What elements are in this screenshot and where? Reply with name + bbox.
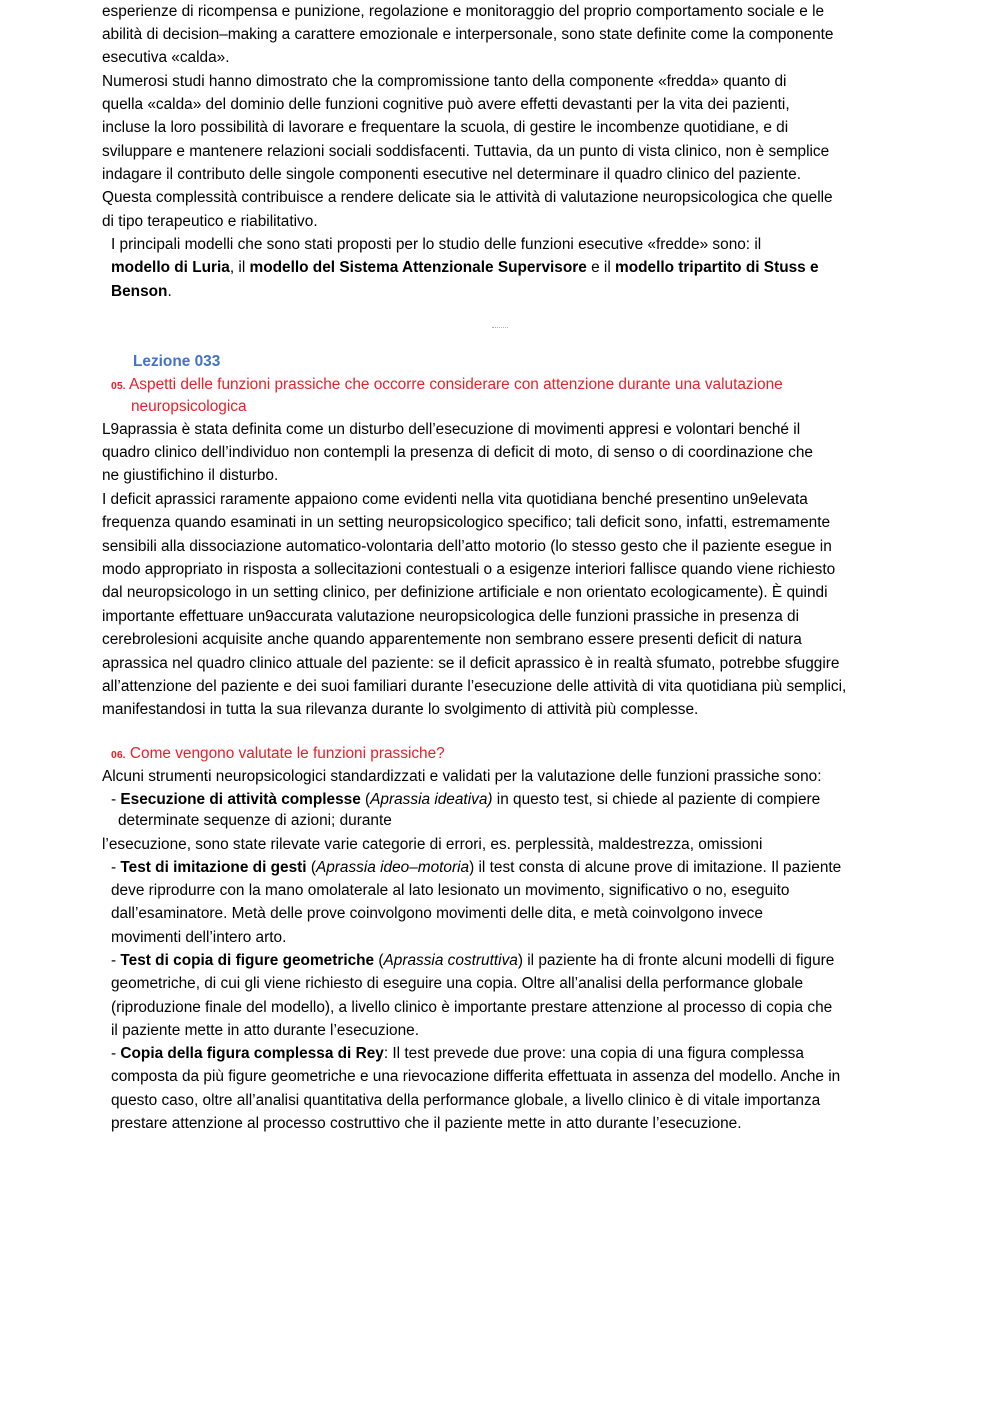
separator — [492, 327, 508, 328]
test-4-name: Copia della figura complessa di Rey — [120, 1045, 384, 1062]
q05-line-12: all’attenzione del paziente e dei suoi familiari durante l’esecuzione delle attività di vita quotidiana più semplici, — [102, 678, 847, 695]
q05-line-10: cerebrolesioni acquisite anche quando apparentemente non sembrano essere presenti deficit di natura — [102, 631, 802, 648]
test-3-dash: - — [111, 952, 121, 969]
test-4-rest: : Il test prevede due prove: una copia di una figura complessa — [383, 1045, 804, 1062]
models-line-1: I principali modelli che sono stati proposti per lo studio delle funzioni esecutive «fredde» sono: il — [111, 236, 762, 253]
intro-line-3: esecutiva «calda». — [102, 49, 230, 66]
test-3-line-1 — [111, 951, 834, 971]
test-4-dash: - — [111, 1045, 121, 1062]
test-1-name: Esecuzione di attività complesse — [120, 791, 361, 808]
intro-line-4: Numerosi studi hanno dimostrato che la compromissione tanto della componente «fredda» quanto di — [102, 73, 787, 90]
test-1-subtype: Aprassia ideativa) — [370, 791, 493, 808]
q05-line-6: sensibili alla dissociazione automatico-volontaria dell’atto motorio (lo stesso gesto che il paziente esegue in — [102, 538, 832, 555]
model-stuss-benson-end: Benson — [111, 283, 168, 300]
test-1-line-3: l’esecuzione, sono state rilevate varie categorie di errori, es. perplessità, maldestrezza, omissioni — [102, 836, 763, 853]
q05-line-8: dal neuropsicologo in un setting clinico, per definizione artificiale e non orientato ecologicamente). È quindi — [102, 584, 828, 601]
q05-line-9: importante effettuare un9accurata valutazione neuropsicologica delle funzioni prassiche in presenza di — [102, 608, 800, 625]
q05-number: 05. — [111, 380, 126, 392]
test-4-line-1 — [111, 1044, 804, 1064]
q05-line-5: frequenza quando esaminati in un setting neuropsicologico specifico; tali deficit sono, infatti, estremamente — [102, 514, 831, 531]
intro-line-7: sviluppare e mantenere relazioni sociali soddisfacenti. Tuttavia, da un punto di vista clinico, non è semplice — [102, 143, 830, 160]
q05-title-line-2: neuropsicologica — [131, 398, 247, 415]
test-2-name: Test di imitazione di gesti — [120, 859, 307, 876]
test-2-dash: - — [111, 859, 121, 876]
test-3-line-2: geometriche, di cui gli viene richiesto di eseguire una copia. Oltre all’analisi della performance globale — [111, 975, 804, 992]
q06-heading — [111, 744, 445, 765]
intro-line-2: abilità di decision–making a carattere emozionale e interpersonale, sono state definite come la componente — [102, 26, 834, 43]
q05-line-2: quadro clinico dell’individuo non contempli la presenza di deficit di moto, di senso o di coordinazione che — [102, 444, 813, 461]
models-sep-1: , il — [229, 259, 250, 276]
q05-line-3: ne giustifichino il disturbo. — [102, 467, 279, 484]
test-2-subtype: Aprassia ideo–motoria — [315, 859, 470, 876]
test-2-line-3: dall’esaminatore. Metà delle prove coinvolgono movimenti delle dita, e metà coinvolgono invece — [111, 905, 763, 922]
test-2-line-2: deve riprodurre con la mano omolaterale al lato lesionato un movimento, significativo o no, eseguito — [111, 882, 790, 899]
intro-line-1: esperienze di ricompensa e punizione, regolazione e monitoraggio del proprio comportamento sociale e le — [102, 3, 825, 20]
test-1-rest: in questo test, si chiede al paziente di compiere — [492, 791, 821, 808]
q05-line-1: L9aprassia è stata definita come un disturbo dell’esecuzione di movimenti appresi e volontari benché il — [102, 421, 801, 438]
models-line-2 — [111, 258, 819, 278]
intro-line-9: Questa complessità contribuisce a rendere delicate sia le attività di valutazione neuropsicologica che quelle — [102, 189, 833, 206]
q06-title: Come vengono valutate le funzioni prassiche? — [129, 745, 445, 762]
model-luria: modello di Luria — [111, 259, 230, 276]
test-3-subtype: Aprassia costruttiva — [383, 952, 518, 969]
q06-number: 06. — [111, 749, 126, 761]
test-1-line-2: determinate sequenze di azioni; durante — [118, 812, 392, 829]
test-2-line-4: movimenti dell’intero arto. — [111, 929, 287, 946]
test-3-open: ( — [374, 952, 384, 969]
q05-title: Aspetti delle funzioni prassiche che occorre considerare con attenzione durante una valutazione — [129, 376, 783, 393]
test-3-name: Test di copia di figure geometriche — [120, 952, 375, 969]
test-2-rest: ) il test consta di alcune prove di imitazione. Il paziente — [469, 859, 842, 876]
intro-line-5: quella «calda» del dominio delle funzioni cognitive può avere effetti devastanti per la vita dei pazienti, — [102, 96, 790, 113]
model-stuss-benson: modello tripartito di Stuss e — [615, 259, 819, 276]
q05-line-7: modo appropriato in risposta a sollecitazioni contestuali o a esigenze interiori fallisce quando viene richiesto — [102, 561, 836, 578]
test-3-rest: ) il paziente ha di fronte alcuni modelli di figure — [517, 952, 835, 969]
intro-line-8: indagare il contributo delle singole componenti esecutive nel determinare il quadro clinico del paziente. — [102, 166, 801, 183]
models-sep-2: e il — [586, 259, 616, 276]
q05-heading — [111, 375, 783, 396]
intro-line-6: incluse la loro possibilità di lavorare e frequentare la scuola, di gestire le incombenze quotidiane, e di — [102, 119, 789, 136]
q05-line-13: manifestandosi in tutta la sua rilevanza durante lo svolgimento di attività più complesse. — [102, 701, 699, 718]
q06-intro: Alcuni strumenti neuropsicologici standardizzati e validati per la valutazione delle funzioni prassiche sono: — [102, 768, 822, 785]
test-3-line-3: (riproduzione finale del modello), a livello clinico è importante prestare attenzione al processo di copia che — [111, 999, 833, 1016]
test-2-line-1 — [111, 858, 841, 878]
q05-line-11: aprassica nel quadro clinico attuale del paziente: se il deficit aprassico è in realtà sfumato, potrebbe sfuggire — [102, 655, 840, 672]
test-4-line-3: questo caso, oltre all’analisi quantitativa della performance globale, a livello clinico è di vitale importanza — [111, 1092, 821, 1109]
model-sas: modello del Sistema Attenzionale Supervisore — [249, 259, 587, 276]
test-1-dash: - — [111, 791, 121, 808]
test-2-open: ( — [306, 859, 316, 876]
test-3-line-4: il paziente mette in atto durante l’esecuzione. — [111, 1022, 420, 1039]
q05-line-4: I deficit aprassici raramente appaiono come evidenti nella vita quotidiana benché presentino un9elevata — [102, 491, 808, 508]
intro-line-10: di tipo terapeutico e riabilitativo. — [102, 213, 318, 230]
lesson-title: Lezione 033 — [133, 353, 221, 370]
models-line-3 — [111, 282, 172, 302]
test-1-open: ( — [360, 791, 371, 808]
models-end: . — [167, 283, 172, 300]
test-4-line-4: prestare attenzione al processo costruttivo che il paziente mette in atto durante l’esecuzione. — [111, 1115, 742, 1132]
test-1-line-1 — [111, 790, 820, 810]
test-4-line-2: composta da più figure geometriche e una rievocazione differita effettuata in assenza del modello. Anche in — [111, 1068, 841, 1085]
